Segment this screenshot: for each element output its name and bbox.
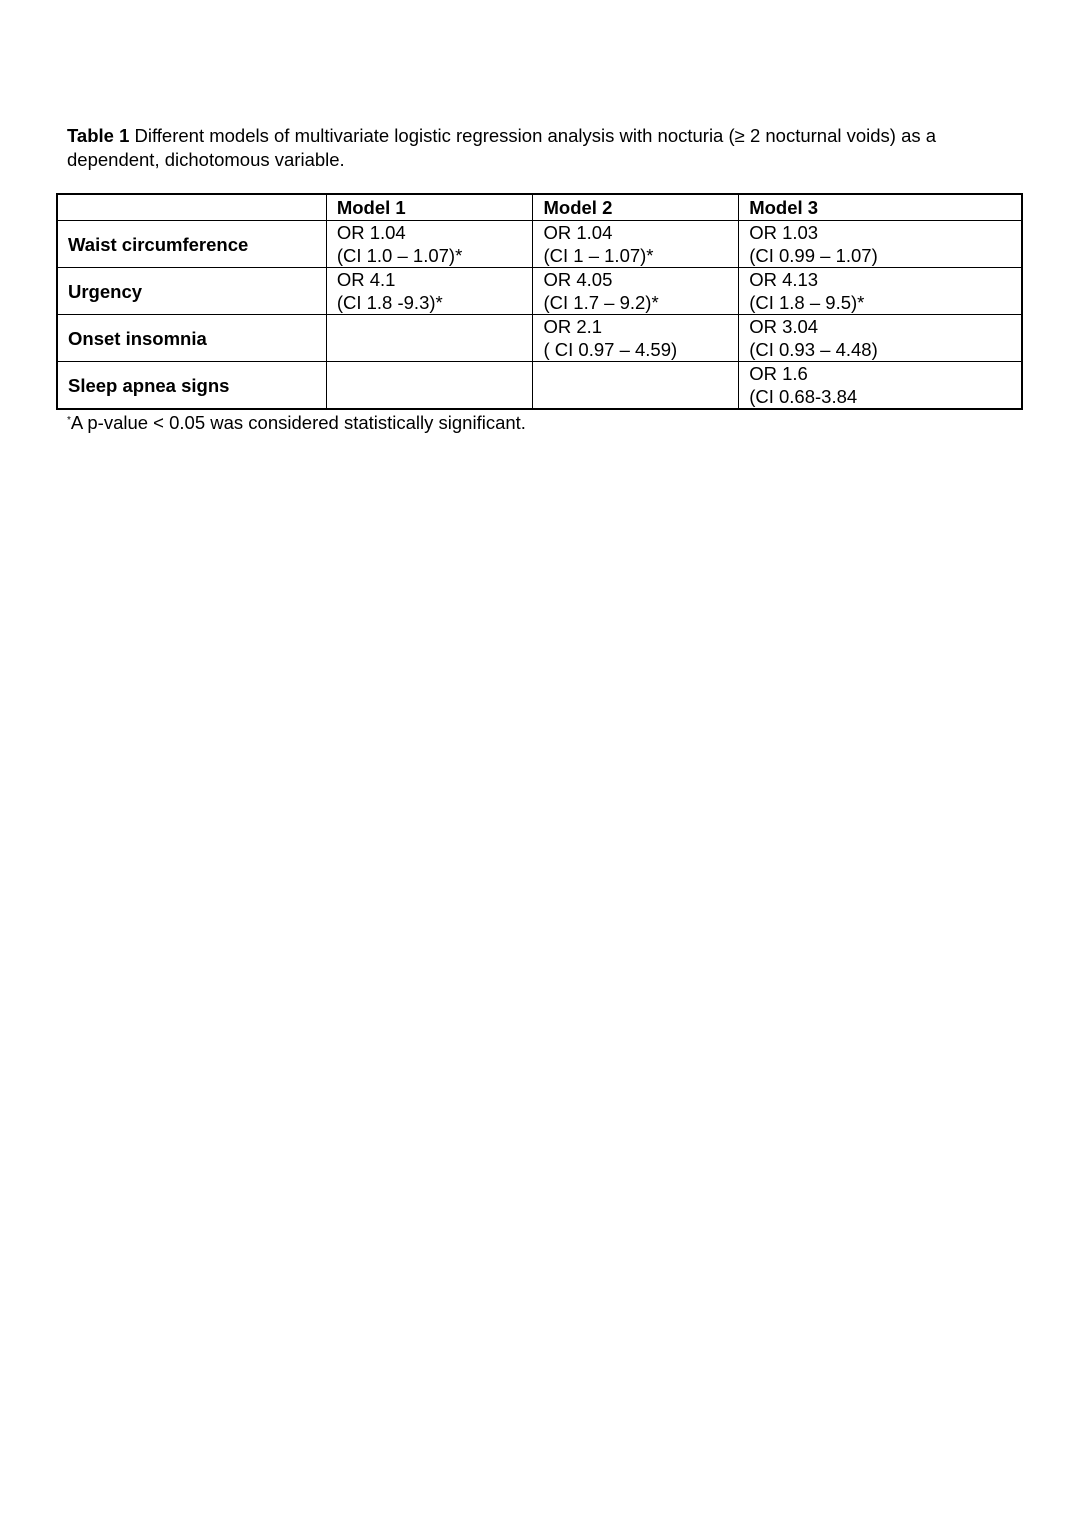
odds-ratio: OR 4.05 <box>543 269 613 290</box>
header-cell-model-3: Model 3 <box>739 194 1022 221</box>
odds-ratio: OR 3.04 <box>749 316 819 337</box>
table-cell <box>326 268 533 315</box>
confidence-interval: (CI 0.93 – 4.48) <box>749 339 878 360</box>
table-footnote <box>67 412 526 434</box>
odds-ratio: OR 1.04 <box>336 222 406 243</box>
table-cell <box>326 221 533 268</box>
table-cell <box>739 315 1022 362</box>
table-caption <box>67 124 1027 172</box>
row-label: Sleep apnea signs <box>57 362 326 410</box>
confidence-interval: (CI 1.8 -9.3)* <box>336 292 443 313</box>
table-cell <box>739 221 1022 268</box>
confidence-interval: ( CI 0.97 – 4.59) <box>543 339 678 360</box>
table-caption-label: Table 1 <box>67 125 130 146</box>
table-cell-empty <box>326 362 533 410</box>
table-cell <box>533 268 739 315</box>
table-caption-text: Different models of multivariate logistic regression analysis with nocturia (≥ 2 nocturnal voids) as a dependent, dichotomous variable. <box>67 125 937 170</box>
row-label: Waist circumference <box>57 221 326 268</box>
odds-ratio: OR 2.1 <box>543 316 603 337</box>
confidence-interval: (CI 0.68-3.84 <box>749 386 858 407</box>
confidence-interval: (CI 1.8 – 9.5)* <box>749 292 865 313</box>
table-cell <box>739 268 1022 315</box>
header-cell-model-1: Model 1 <box>326 194 533 221</box>
table-cell-empty <box>326 315 533 362</box>
table-cell-empty <box>533 362 739 410</box>
confidence-interval: (CI 0.99 – 1.07) <box>749 245 878 266</box>
table-row-waist-circumference <box>57 221 1022 268</box>
header-cell-blank <box>57 194 326 221</box>
table-row-onset-insomnia <box>57 315 1022 362</box>
confidence-interval: (CI 1 – 1.07)* <box>543 245 654 266</box>
odds-ratio: OR 1.04 <box>543 222 613 243</box>
table-cell <box>739 362 1022 410</box>
footnote-text: A p-value < 0.05 was considered statistically significant. <box>70 412 526 433</box>
odds-ratio: OR 1.03 <box>749 222 819 243</box>
table-cell <box>533 315 739 362</box>
table-cell <box>533 221 739 268</box>
odds-ratio: OR 4.1 <box>336 269 396 290</box>
table-row-urgency <box>57 268 1022 315</box>
confidence-interval: (CI 1.0 – 1.07)* <box>336 245 463 266</box>
table-header-row <box>57 194 1022 221</box>
header-cell-model-2: Model 2 <box>533 194 739 221</box>
footnote-marker: * <box>67 415 71 426</box>
confidence-interval: (CI 1.7 – 9.2)* <box>543 292 659 313</box>
row-label: Urgency <box>57 268 326 315</box>
odds-ratio: OR 4.13 <box>749 269 819 290</box>
row-label: Onset insomnia <box>57 315 326 362</box>
regression-table <box>56 193 1023 410</box>
table-row-sleep-apnea-signs <box>57 362 1022 410</box>
odds-ratio: OR 1.6 <box>749 363 808 384</box>
